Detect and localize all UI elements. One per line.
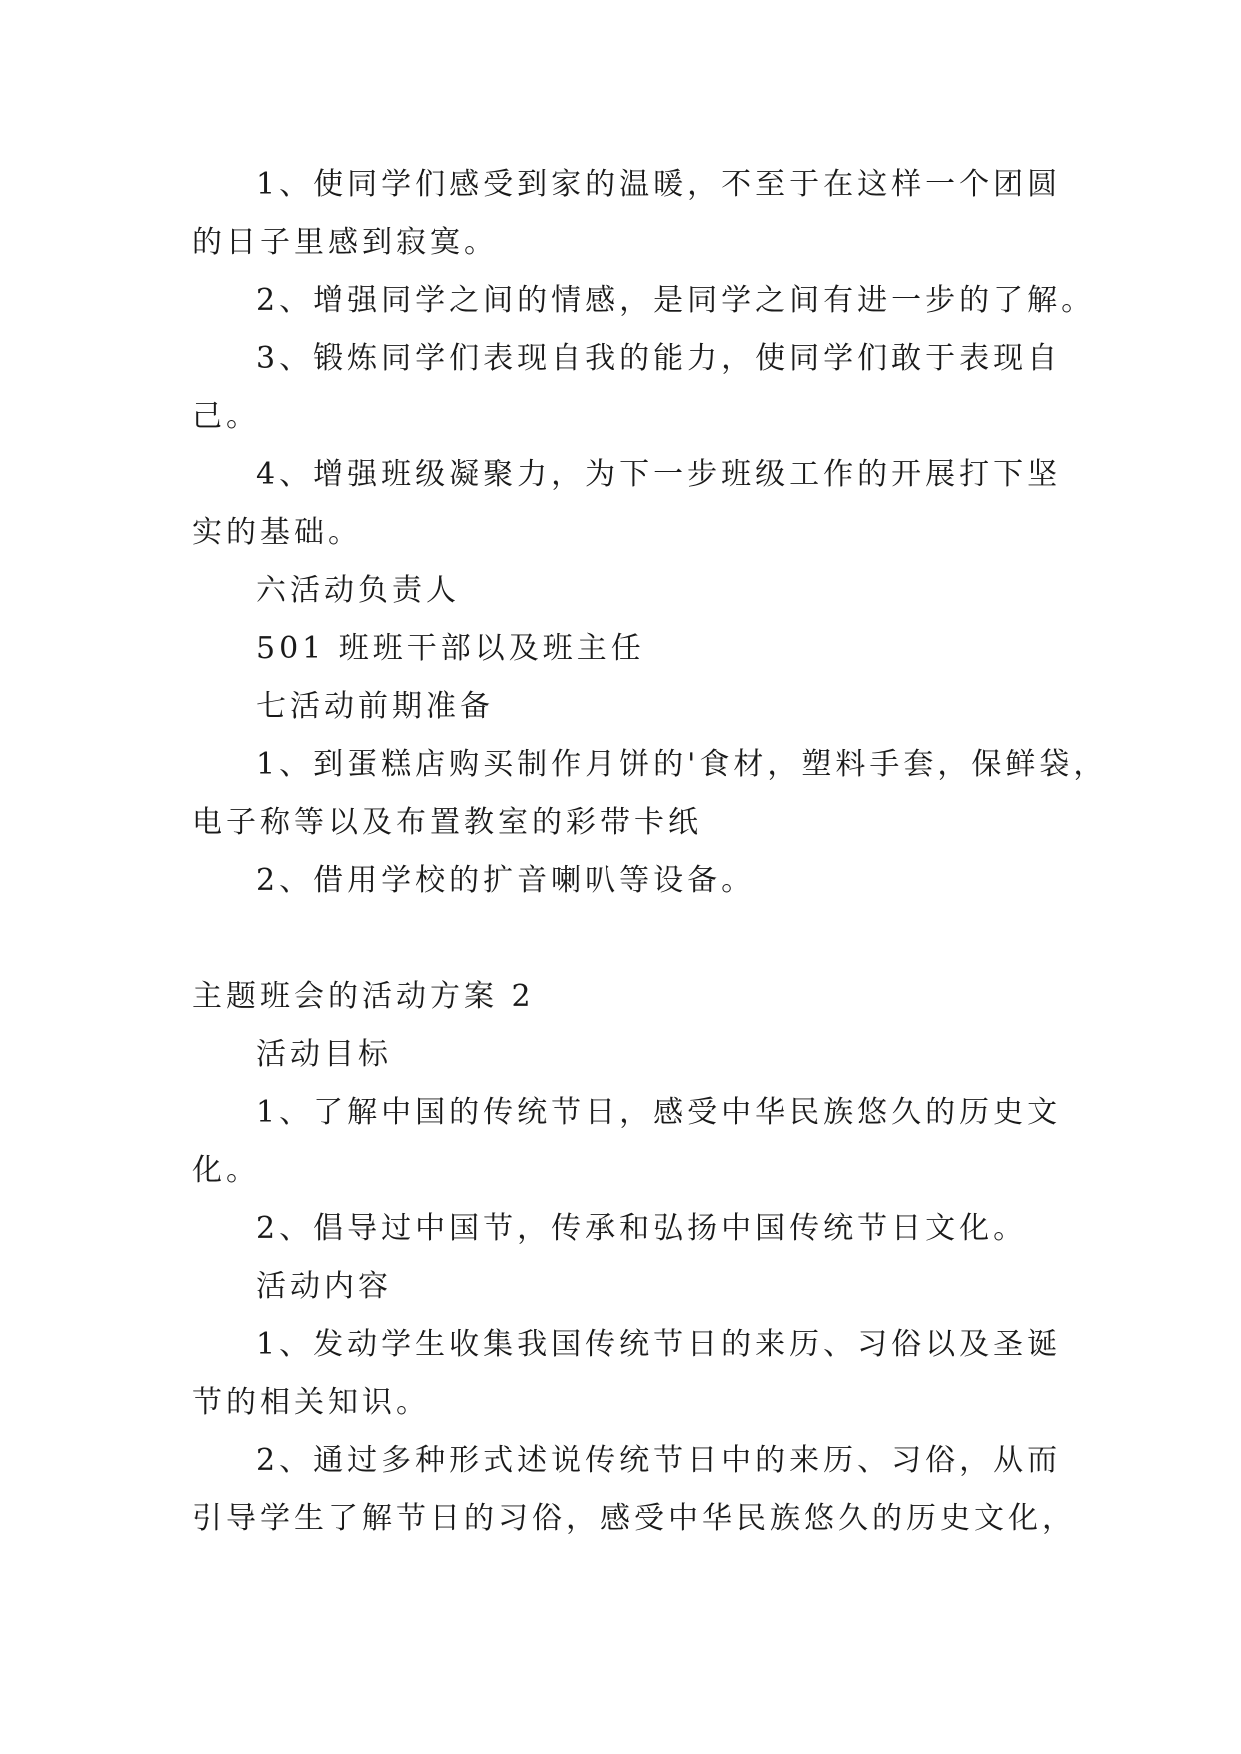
section-heading: 活动目标 bbox=[256, 1037, 392, 1072]
paragraph-line: 节的相关知识。 bbox=[192, 1385, 430, 1420]
paragraph-line: 2、倡导过中国节，传承和弘扬中国传统节日文化。 bbox=[256, 1211, 1028, 1246]
paragraph-line: 的日子里感到寂寞。 bbox=[192, 225, 498, 260]
paragraph-line: 己。 bbox=[192, 399, 260, 434]
paragraph-line: 2、借用学校的扩音喇叭等设备。 bbox=[256, 863, 756, 898]
paragraph-line: 501 班班干部以及班主任 bbox=[256, 631, 645, 666]
paragraph-line: 1、使同学们感受到家的温暖，不至于在这样一个团圆 bbox=[256, 167, 1062, 202]
paragraph-line: 电子称等以及布置教室的彩带卡纸 bbox=[192, 805, 702, 840]
paragraph-line: 引导学生了解节日的习俗，感受中华民族悠久的历史文化， bbox=[192, 1501, 1076, 1536]
paragraph-line: 1、了解中国的传统节日，感受中华民族悠久的历史文 bbox=[256, 1095, 1062, 1130]
section-heading: 活动内容 bbox=[256, 1269, 392, 1304]
paragraph-line: 实的基础。 bbox=[192, 515, 362, 550]
paragraph-line: 3、锻炼同学们表现自我的能力，使同学们敢于表现自 bbox=[256, 341, 1062, 376]
document-body bbox=[192, 156, 1108, 1548]
document-title: 主题班会的活动方案 2 bbox=[192, 979, 535, 1014]
paragraph-line: 1、发动学生收集我国传统节日的来历、习俗以及圣诞 bbox=[256, 1327, 1062, 1362]
paragraph-line: 4、增强班级凝聚力，为下一步班级工作的开展打下坚 bbox=[256, 457, 1062, 492]
paragraph-line: 2、增强同学之间的情感，是同学之间有进一步的了解。 bbox=[256, 283, 1096, 318]
paragraph-line: 1、到蛋糕店购买制作月饼的'食材，塑料手套，保鲜袋， bbox=[256, 747, 1108, 782]
section-heading: 七活动前期准备 bbox=[256, 689, 494, 724]
paragraph-line: 2、通过多种形式述说传统节日中的来历、习俗，从而 bbox=[256, 1443, 1062, 1478]
paragraph-line: 化。 bbox=[192, 1153, 260, 1188]
paragraph-gap bbox=[192, 910, 1072, 968]
section-heading: 六活动负责人 bbox=[256, 573, 460, 608]
